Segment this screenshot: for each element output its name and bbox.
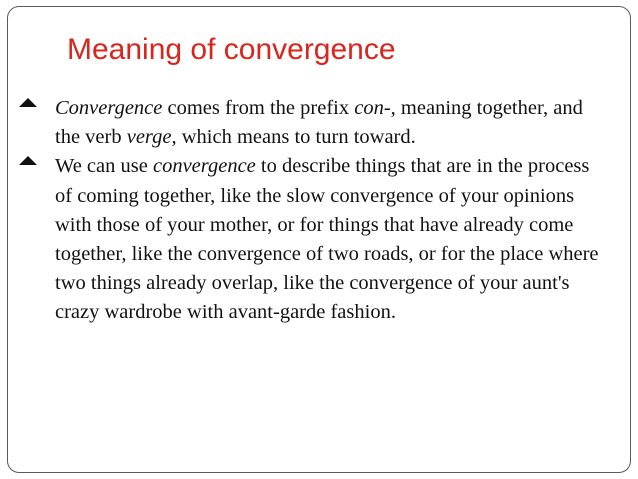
term-con-prefix: con- <box>354 97 391 119</box>
text-run: to describe things that are in the process of coming together, like the slow convergence of your opinions with those of your mother, or for things that have already come together, like the convergence of two roads, or for the place where two things already overlap, like the convergence of your aunt's crazy wardrobe with avant-garde fashion. <box>55 155 599 324</box>
bullet-text <box>55 155 599 323</box>
bullet-item <box>19 152 609 327</box>
term-convergence: convergence <box>152 155 256 178</box>
bullet-list <box>19 94 609 328</box>
bullet-icon <box>19 156 37 165</box>
text-run: , meaning together, and the verb <box>55 97 583 149</box>
text-run: , which means to turn toward. <box>171 126 416 149</box>
term-convergence: Convergence <box>55 97 163 119</box>
slide-title: Meaning of convergence <box>67 33 396 66</box>
term-verge: verge <box>126 126 172 149</box>
text-run: comes from the prefix <box>162 97 355 119</box>
bullet-text <box>55 97 583 148</box>
bullet-item <box>19 94 609 152</box>
bullet-icon <box>19 98 37 107</box>
text-run: We can use <box>55 155 153 178</box>
